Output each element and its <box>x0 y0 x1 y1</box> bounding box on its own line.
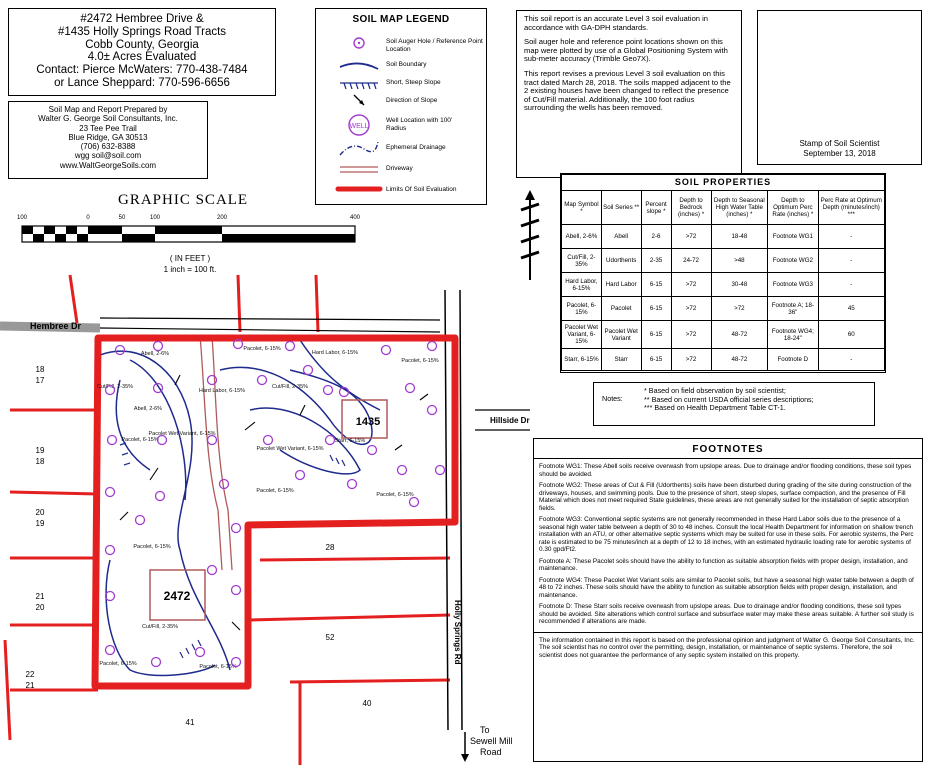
table-cell: Abell <box>601 225 641 249</box>
drainage-icon <box>340 141 378 155</box>
lot-number: 22 <box>25 670 35 679</box>
company-city: Blue Ridge, GA 30513 <box>68 132 148 142</box>
scale-unit: ( IN FEET ) <box>169 254 211 263</box>
table-cell: Footnote D <box>768 349 818 371</box>
report-paragraph: Soil auger hole and reference point locations shown on this map were plotted by use of a Global Positioning System with sub-meter accuracy (Trimble Geo7X). <box>524 37 728 64</box>
street-label-east: Holly Springs Rd <box>453 600 462 665</box>
soil-label: Hard Labor, 6-15% <box>198 388 246 394</box>
note-line: * Based on field observation by soil scientist; <box>644 386 786 395</box>
to-label: Road <box>480 747 502 757</box>
soil-label: Pacolet Wet Variant, 6-15% <box>148 431 216 437</box>
table-cell: >72 <box>671 321 711 349</box>
footnote-wg2 <box>539 482 917 512</box>
table-header: Depth to Optimum Perc Rate (inches) * <box>768 191 818 225</box>
soil-map-legend <box>315 8 487 205</box>
lot-number: 17 <box>35 376 45 385</box>
lot-number: 20 <box>35 603 45 612</box>
soil-label: Pacolet, 6-15% <box>121 437 159 443</box>
report-box <box>516 10 742 178</box>
table-cell: Footnote WG1 <box>768 225 818 249</box>
table-cell: Footnote A; 18-36" <box>768 297 818 321</box>
scale-tick: 100 <box>16 215 28 221</box>
contact-line: or Lance Sheppard: 770-596-6656 <box>54 76 230 89</box>
table-cell: Footnote WG4; 18-24" <box>768 321 818 349</box>
footnote-wg4 <box>539 577 917 600</box>
scale-ratio: 1 inch = 100 ft. <box>163 265 217 274</box>
company-street: 23 Tee Pee Trail <box>79 123 137 133</box>
soil-label: Cut/Fill, 2-35% <box>141 624 179 630</box>
address-line: 4.0± Acres Evaluated <box>87 51 197 64</box>
footnotes-box <box>533 438 923 762</box>
soil-label: Pacolet, 6-15% <box>376 492 414 498</box>
table-cell: 2-35 <box>641 249 671 273</box>
legend-label: Direction of Slope <box>386 97 438 104</box>
notes-label: Notes: <box>602 394 623 403</box>
soil-label: Cut/Fill, 2-35% <box>271 384 309 390</box>
soil-label: Cut/Fill, 2-35% <box>96 384 134 390</box>
limits-of-evaluation <box>95 338 455 686</box>
driveway-icon <box>340 167 378 172</box>
soil-properties-grid <box>561 174 885 371</box>
soil-map <box>0 270 530 768</box>
lot-number-2472: 2472 <box>163 589 191 603</box>
legend-label: Driveway <box>386 165 413 172</box>
legend-label: Well Location with 100' Radius <box>386 117 453 132</box>
footnote-wg1 <box>539 463 917 478</box>
table-cell: - <box>818 273 884 297</box>
to-label: To <box>480 725 490 735</box>
table-cell: Udorthents <box>601 249 641 273</box>
table-cell: - <box>818 225 884 249</box>
table-cell: Starr, 6-15% <box>562 349 602 371</box>
table-header-row <box>562 191 885 225</box>
table-cell: 6-15 <box>641 349 671 371</box>
direction-arrowhead-icon <box>461 754 469 762</box>
table-cell: 6-15 <box>641 321 671 349</box>
prepared-by-box <box>8 101 208 179</box>
house-1435 <box>342 400 387 438</box>
table-cell: Pacolet <box>601 297 641 321</box>
to-label: Sewell Mill <box>470 736 513 746</box>
soil-label: Hard Labor, 6-15% <box>311 350 359 356</box>
table-cell: Hard Labor <box>601 273 641 297</box>
lot-number: 21 <box>25 681 35 690</box>
soil-properties-table <box>560 173 886 373</box>
table-cell: >72 <box>671 273 711 297</box>
legend-title: SOIL MAP LEGEND <box>352 14 450 25</box>
footnote-a <box>539 558 917 573</box>
footnote-text: These Abell soils receive overwash from upslope areas. Due to drainage and/or flooding conditions, these soil types should be avoided. <box>539 463 912 478</box>
company-email: wgg soil@soil.com <box>74 151 142 161</box>
table-row <box>562 273 885 297</box>
footnote-label: Footnote A: <box>539 557 572 565</box>
table-cell: 45 <box>818 297 884 321</box>
disclaimer-text: The information contained in this report is based on the professional opinion and judgment of Walter G. George Soil Consultants, Inc. The soil scientist has no control over the permitting, design, installation, or maintenance of septic systems. Therefore, the soil scientist does not guarantee the performance of any septic system installed on this property. <box>539 636 915 659</box>
lot-number: 20 <box>35 508 45 517</box>
table-cell: >72 <box>671 349 711 371</box>
steep-slope-icon <box>340 83 378 89</box>
lot-number: 41 <box>185 718 195 727</box>
table-cell: >72 <box>711 297 768 321</box>
address-line: Cobb County, Georgia <box>85 38 199 51</box>
table-header: Soil Series ** <box>601 191 641 225</box>
report-paragraph: This report revises a previous Level 3 soil evaluation on this tract dated March 28, 2018. The soils mapped adjacent to the 2 existing houses have been changed to reflect the presence of Cut/Fill material. Additionally, the 100 foot radius surrounding the wells has been removed. <box>524 68 731 113</box>
footnote-label: Footnote WG2: <box>539 482 583 489</box>
table-row <box>562 225 885 249</box>
scale-tick: 0 <box>86 215 90 221</box>
legend-label: Short, Steep Slope <box>386 79 441 86</box>
address-box <box>8 8 276 96</box>
auger-hole-icon <box>354 38 364 48</box>
soil-label: Pacolet, 6-15% <box>99 661 137 667</box>
company-phone: (706) 632-8388 <box>80 142 136 152</box>
contact-line: Contact: Pierce McWaters: 770-438-7484 <box>36 64 248 77</box>
lot-number: 19 <box>35 446 45 455</box>
table-cell: Footnote WG2 <box>768 249 818 273</box>
table-cell: Cut/Fill, 2-35% <box>562 249 602 273</box>
prepared-line: Soil Map and Report Prepared by <box>48 105 168 114</box>
table-cell: Starr <box>601 349 641 371</box>
soil-label: Abell, 2-6% <box>140 351 170 357</box>
lot-number: 18 <box>35 457 45 466</box>
stamp-box <box>757 10 922 165</box>
footnote-text: These areas of Cut & Fill (Udorthents) soils have been disturbed during grading of the site during construction of the driveways, houses, and swimming pools. Due to the presence of short, steep slopes, surface compaction, and the presence of Fill Material which does not meet required State guidelines, these areas are not generally suited for the installation of septic absorption fields. <box>539 482 912 512</box>
notes-box <box>593 382 875 426</box>
lot-number: 52 <box>325 633 335 642</box>
table-cell: 30-48 <box>711 273 768 297</box>
table-cell: Footnote WG3 <box>768 273 818 297</box>
driveway <box>212 336 232 570</box>
footnote-text: These Starr soils receive overwash from upslope areas. Due to drainage and/or flooding conditions, these soil types should be avoided. Site alterations which control surface and subsurface water may make these areas suitable. A further soil study is recommended if alterations are made. <box>539 603 914 625</box>
footnote-text: These Pacolet soils should have the ability to function as suitable absorption fields with proper design, installation, and maintenance. <box>539 557 908 572</box>
well-icon-text: WELL <box>349 123 369 130</box>
address-line: #1435 Holly Springs Road Tracts <box>57 25 227 38</box>
table-cell: 2-6 <box>641 225 671 249</box>
table-cell: >48 <box>711 249 768 273</box>
house-2472 <box>150 570 205 620</box>
scale-tick: 50 <box>118 215 126 221</box>
soil-label: Abell, 2-6% <box>133 406 163 412</box>
soil-label: Pacolet, 6-15% <box>256 488 294 494</box>
table-cell: 60 <box>818 321 884 349</box>
table-cell: Hard Labor, 6-15% <box>562 273 602 297</box>
legend-label: Soil Boundary <box>386 61 427 68</box>
soil-label: Pacolet, 6-15% <box>401 358 439 364</box>
company-name: Walter G. George Soil Consultants, Inc. <box>38 114 178 124</box>
table-header: Map Symbol * <box>562 191 602 225</box>
table-title: SOIL PROPERTIES <box>562 175 885 191</box>
street-label-hembree: Hembree Dr <box>30 321 82 331</box>
note-line: ** Based on current USDA official series descriptions; <box>644 394 814 404</box>
table-cell: 24-72 <box>671 249 711 273</box>
footnote-text: Conventional septic systems are not generally recommended in these Hard Labor soils due to the presence of a seasonal high water table between a depth of 30 to 48 inches. Consult the local Health Department for information on shallow trench installation with an ATU, or other alternative septic systems which may be suited for use in these soils. For aerobic systems, the Perc rate is estimated to be 75 minutes/inch at a depth of 12 to 18 inches, with an estimated hydraulic loading rate for aerobic systems of 0.30 gpd/Ft2. <box>539 516 914 553</box>
footnote-text: These Pacolet Wet Variant soils are similar to Pacolet soils, but have a seasonal high water table between a depth of 48 to 72 inches. These soils should have the ability to function as suitable absorption fields with proper design, installation, and maintenance. <box>539 576 914 599</box>
table-header: Percent slope * <box>641 191 671 225</box>
table-cell: 6-15 <box>641 273 671 297</box>
footnote-label: Footnote D: <box>539 603 573 610</box>
street-label-hillside: Hillside Dr <box>490 416 530 425</box>
lot-number: 19 <box>35 519 45 528</box>
table-cell: - <box>818 349 884 371</box>
soil-label: Pacolet Wet Variant, 6-15% <box>256 446 324 452</box>
table-cell: Pacolet, 6-15% <box>562 297 602 321</box>
footnote-label: Footnote WG1: <box>539 463 583 470</box>
well-icon <box>349 115 369 135</box>
table-cell: Abell, 2-6% <box>562 225 602 249</box>
stamp-date: September 13, 2018 <box>803 149 876 158</box>
legend-label: Soil Auger Hole / Reference Point Location <box>386 38 483 53</box>
legend-label: Ephemeral Drainage <box>386 144 446 151</box>
table-cell: 6-15 <box>641 297 671 321</box>
scale-tick: 200 <box>216 215 228 221</box>
table-row <box>562 297 885 321</box>
report-paragraph: This soil report is an accurate Level 3 soil evaluation in accordance with GA-DPH standards. <box>524 14 709 32</box>
soil-label: Pacolet, 6-15% <box>243 346 281 352</box>
footnote-label: Footnote WG3: <box>539 516 583 523</box>
table-cell: 48-72 <box>711 321 768 349</box>
table-header: Depth to Seasonal High Water Table (inches) * <box>711 191 768 225</box>
lot-number: 21 <box>35 592 45 601</box>
table-cell: 48-72 <box>711 349 768 371</box>
table-cell: Pacolet Wet Variant <box>601 321 641 349</box>
legend-label: Limits Of Soil Evaluation <box>386 186 457 193</box>
footnote-wg3 <box>539 516 917 554</box>
soil-label: Pacolet, 6-15% <box>199 664 237 670</box>
table-header: Perc Rate at Optimum Depth (minutes/inch) *** <box>818 191 884 225</box>
slope-arrow-icon <box>354 95 364 105</box>
table-row <box>562 249 885 273</box>
stamp-label: Stamp of Soil Scientist <box>799 139 880 148</box>
scale-tick: 100 <box>149 215 161 221</box>
footnote-label: Footnote WG4: <box>539 576 583 584</box>
scale-tick: 400 <box>349 215 361 221</box>
footnote-d <box>539 603 917 626</box>
address-line: #2472 Hembree Drive & <box>80 13 204 25</box>
lot-number: 40 <box>362 699 372 708</box>
table-row <box>562 349 885 371</box>
soil-label: Starr, 6-15% <box>334 438 366 444</box>
lot-number: 28 <box>325 543 335 552</box>
company-website: www.WaltGeorgeSoils.com <box>59 160 157 170</box>
table-row <box>562 321 885 349</box>
soil-boundary-icon <box>340 63 378 69</box>
table-cell: >72 <box>671 297 711 321</box>
table-cell: - <box>818 249 884 273</box>
footnotes-title: FOOTNOTES <box>534 439 922 459</box>
lot-number-1435: 1435 <box>355 416 381 428</box>
table-cell: Pacolet Wet Variant, 6-15% <box>562 321 602 349</box>
soil-label: Pacolet, 6-15% <box>133 544 171 550</box>
table-cell: >72 <box>671 225 711 249</box>
table-header: Depth to Bedrock (inches) * <box>671 191 711 225</box>
note-line: *** Based on Health Department Table CT-1. <box>644 403 786 413</box>
graphic-scale-title: GRAPHIC SCALE <box>118 192 249 208</box>
lot-number: 18 <box>35 365 45 374</box>
table-cell: 18-48 <box>711 225 768 249</box>
